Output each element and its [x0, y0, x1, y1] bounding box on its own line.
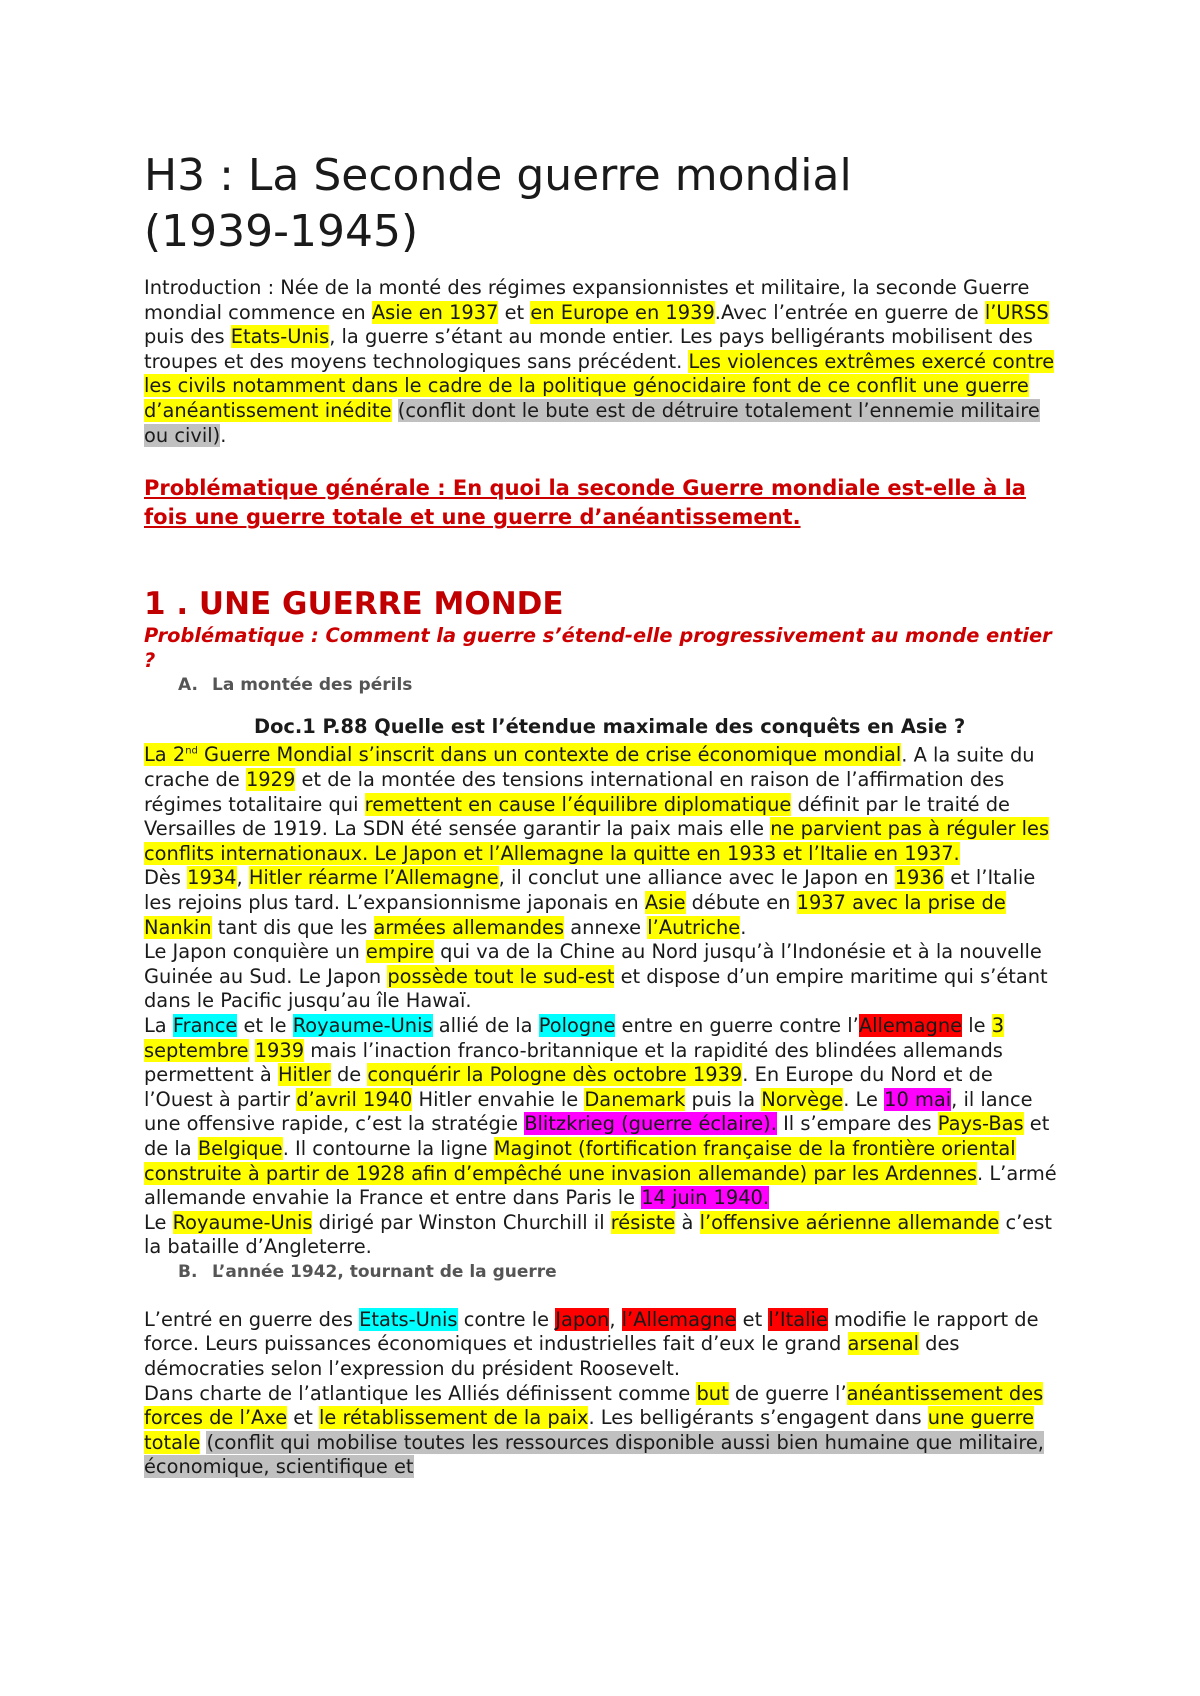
- paragraph-us-entry: L’entré en guerre des Etats-Unis contre le Japon, l’Allemagne et l’Italie modifie le rapport de force. Leurs puissances économiques et industrielles fait d’eux le grand arsenal des démocraties selon l’expression du président Roosevelt.: [144, 1307, 1039, 1381]
- title-line-2: (1939-1945): [144, 206, 419, 257]
- highlight-yellow: La 2nd Guerre Mondial s’inscrit dans un contexte de crise économique mondial: [144, 743, 902, 767]
- highlight-yellow: 1937 avec la prise de Nankin: [144, 890, 1006, 939]
- highlight-yellow: 1934: [187, 866, 237, 890]
- title-line-1: H3 : La Seconde guerre mondial: [144, 150, 852, 201]
- section-1-problem: Problématique : Comment la guerre s’étend-elle progressivement au monde entier ?: [144, 624, 1052, 672]
- highlight-yellow: Maginot (fortification française de la frontière oriental construite à partir de 1928 afin d’empêché une invasion allemande) par les Ardennes: [144, 1136, 1016, 1185]
- highlight-yellow: 1936: [894, 866, 945, 890]
- highlight-yellow: Danemark: [584, 1087, 686, 1111]
- paragraph-context: La 2nd Guerre Mondial s’inscrit dans un contexte de crise économique mondial. A la suite du crache de 1929 et de la montée des tensions international en raison de l’affirmation des régimes totalitaire qui remettent en cause l’équilibre diplomatique définit par le traité de Versailles de 1919. La SDN été sensée garantir la paix mais elle ne parvient pas à réguler les conflits internationaux. Le Japon et l’Allemagne la quitte en 1933 et l’Italie en 1937.: [144, 743, 1050, 865]
- highlight-cyan: Royaume-Unis: [292, 1013, 433, 1037]
- highlight-yellow: 1939: [254, 1038, 305, 1062]
- highlight-yellow: Les violences extrêmes exercé contre les civils notamment dans le cadre de la politique génocidaire font de ce conflit une guerre d’anéantissement inédite: [144, 349, 1055, 422]
- highlight-yellow: anéantissement des forces de l’Axe: [144, 1381, 1044, 1430]
- paragraph-europe-war: La France et le Royaume-Unis allié de la Pologne entre en guerre contre l’Allemagne le 3 septembre 1939 mais l’inaction franco-britannique et la rapidité des blindées allemands permettent à Hitler de conquérir la Pologne dès octobre 1939. En Europe du Nord et de l’Ouest à partir d’avril 1940 Hitler envahie le Danemark puis la Norvège. Le 10 mai, il lance une offensive rapide, c’est la stratégie Blitzkrieg (guerre éclaire). Il s’empare des Pays-Bas et de la Belgique. Il contourne la ligne Maginot (fortification française de la frontière oriental construite à partir de 1928 afin d’empêché une invasion allemande) par les Ardennes. L’armé allemande envahie la France et entre dans Paris le 14 juin 1940.: [144, 1013, 1057, 1210]
- highlight-yellow: le rétablissement de la paix: [319, 1406, 589, 1430]
- highlight-yellow: Asie: [644, 890, 686, 914]
- highlight-yellow: Hitler réarme l’Allemagne: [248, 866, 499, 890]
- doc-1-question: Doc.1 P.88 Quelle est l’étendue maximale des conquêts en Asie ?: [254, 715, 966, 739]
- highlight-yellow: Etats-Unis: [230, 325, 330, 349]
- highlight-gray: (conflit dont le bute est de détruire totalement l’ennemie militaire ou civil): [144, 398, 1040, 447]
- subsection-b-heading: B. L’année 1942, tournant de la guerre: [178, 1261, 557, 1282]
- highlight-yellow: empire: [365, 940, 434, 964]
- highlight-red: Japon: [555, 1307, 610, 1331]
- highlight-yellow: Royaume-Unis: [172, 1210, 313, 1234]
- highlight-cyan: Pologne: [538, 1013, 616, 1037]
- highlight-cyan: France: [172, 1013, 238, 1037]
- highlight-yellow: l’offensive aérienne allemande: [699, 1210, 1000, 1234]
- highlight-magenta: 14 juin 1940.: [641, 1186, 770, 1210]
- intro-paragraph: Introduction : Née de la monté des régimes expansionnistes et militaire, la seconde Guerre mondial commence en Asie en 1937 et en Europe en 1939.Avec l’entrée en guerre de l’URSS puis des Etats-Unis, la guerre s’étant au monde entier. Les pays belligérants mobilisent des troupes et des moyens technologiques sans précédent. Les violences extrêmes exercé contre les civils notamment dans le cadre de la politique génocidaire font de ce conflit une guerre d’anéantissement inédite (conflit dont le bute est de détruire totalement l’ennemie militaire ou civil).: [144, 276, 1055, 447]
- highlight-yellow: une guerre totale: [144, 1406, 1035, 1454]
- highlight-yellow: en Europe en 1939: [530, 300, 715, 324]
- highlight-yellow: Hitler: [277, 1063, 331, 1087]
- highlight-yellow: Norvège: [761, 1087, 844, 1111]
- highlight-yellow: l’URSS: [984, 300, 1049, 324]
- highlight-yellow: 1929: [245, 768, 296, 791]
- section-1-title: 1 . UNE GUERRE MONDE: [144, 586, 564, 623]
- highlight-yellow: remettent en cause l’équilibre diplomatique: [364, 792, 792, 816]
- highlight-yellow: Asie en 1937: [371, 300, 499, 324]
- paragraph-japan-empire: Le Japon conquière un empire qui va de la Chine au Nord jusqu’à l’Indonésie et à la nouvelle Guinée au Sud. Le Japon possède tout le sud-est et dispose d’un empire maritime qui s’étant dans le Pacific jusqu’au île Hawaï.: [144, 940, 1048, 1013]
- highlight-yellow: possède tout le sud-est: [387, 964, 615, 988]
- highlight-red: l’Allemagne: [621, 1307, 737, 1331]
- highlight-yellow: Pays-Bas: [937, 1112, 1024, 1136]
- subsection-a-heading: A. La montée des périls: [178, 675, 413, 696]
- paragraph-rearmament: Dès 1934, Hitler réarme l’Allemagne, il conclut une alliance avec le Japon en 1936 et l’Italie les rejoins plus tard. L’expansionnisme japonais en Asie débute en 1937 avec la prise de Nankin tant dis que les armées allemandes annexe l’Autriche.: [144, 866, 1036, 939]
- paragraph-battle-of-britain: Le Royaume-Unis dirigé par Winston Churchill il résiste à l’offensive aérienne allemande c’est la bataille d’Angleterre.: [144, 1210, 1052, 1259]
- highlight-red: l’Italie: [768, 1307, 828, 1331]
- highlight-yellow: arsenal: [847, 1332, 919, 1356]
- highlight-gray: (conflit qui mobilise toutes les ressources disponible aussi bien humaine que militaire, économique, scientifique et: [144, 1430, 1044, 1479]
- highlight-yellow: d’avril 1940: [296, 1087, 413, 1111]
- highlight-yellow: conquérir la Pologne dès octobre 1939: [367, 1063, 743, 1087]
- highlight-cyan: Etats-Unis: [359, 1307, 458, 1331]
- highlight-yellow: l’Autriche: [647, 915, 741, 939]
- highlight-yellow: armées allemandes: [373, 915, 565, 939]
- highlight-yellow: ne parvient pas à réguler les conflits internationaux. Le Japon et l’Allemagne la quitte en 1933 et l’Italie en 1937.: [144, 817, 1050, 865]
- highlight-yellow: Belgique: [197, 1136, 283, 1160]
- document-page: [144, 148, 1064, 1480]
- page-title: [144, 148, 1064, 260]
- highlight-red: Allemagne: [858, 1013, 963, 1037]
- highlight-magenta: 10 mai: [884, 1087, 952, 1111]
- highlight-yellow: but: [696, 1381, 729, 1405]
- general-problem-statement: Problématique générale : En quoi la seconde Guerre mondiale est-elle à la fois une guerre totale et une guerre d’anéantissement.: [144, 476, 1026, 530]
- paragraph-atlantic-charter: Dans charte de l’atlantique les Alliés définissent comme but de guerre l’anéantissement des forces de l’Axe et le rétablissement de la paix. Les belligérants s’engagent dans une guerre totale (conflit qui mobilise toutes les ressources disponible aussi bien humaine que militaire, économique, scientifique et: [144, 1381, 1044, 1479]
- highlight-magenta: Blitzkrieg (guerre éclaire).: [524, 1112, 777, 1136]
- highlight-yellow: 3 septembre: [144, 1013, 1005, 1062]
- highlight-yellow: résiste: [610, 1210, 676, 1234]
